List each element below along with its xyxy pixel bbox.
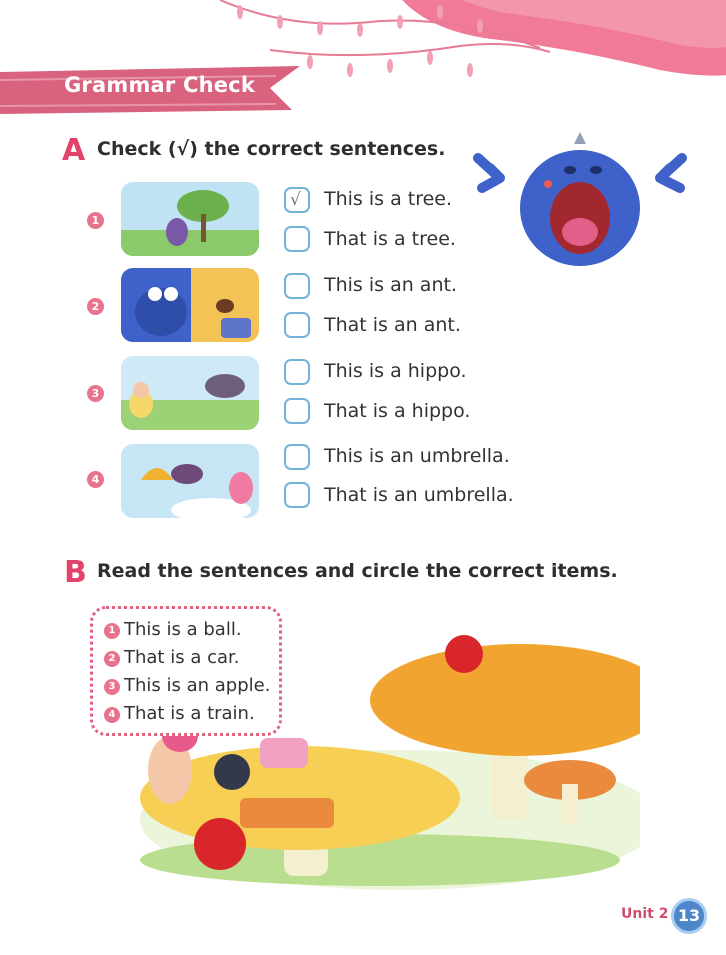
- banner-title: Grammar Check: [64, 73, 255, 97]
- item-number-badge: 3: [87, 385, 104, 402]
- sentence-number-badge: 3: [104, 679, 120, 695]
- umbrella-picture: [121, 444, 259, 518]
- sentence-line: [104, 647, 239, 668]
- sentence-text: That is a train.: [124, 703, 255, 724]
- section-a-letter: A: [62, 133, 86, 168]
- blue-monster-illustration: [470, 128, 690, 278]
- checkbox-that-is-an-umbrella[interactable]: [284, 482, 310, 508]
- option-text: That is a hippo.: [324, 400, 471, 422]
- sentence-text: This is an apple.: [124, 675, 271, 696]
- checkbox-that-is-a-tree[interactable]: [284, 226, 310, 252]
- checkbox-that-is-a-hippo[interactable]: [284, 398, 310, 424]
- check-mark-icon: √: [290, 190, 301, 210]
- item-number-badge: 4: [87, 471, 104, 488]
- sentence-number-badge: 2: [104, 651, 120, 667]
- hippo-picture: [121, 356, 259, 430]
- checkbox-this-is-an-umbrella[interactable]: [284, 444, 310, 470]
- sentences-speech-bubble: [90, 606, 282, 736]
- ant-picture: [121, 268, 259, 342]
- item-number-badge: 2: [87, 298, 104, 315]
- section-a-title: Check (√) the correct sentences.: [97, 138, 446, 160]
- option-text: This is an ant.: [324, 274, 457, 296]
- sentence-number-badge: 1: [104, 623, 120, 639]
- option-text: This is a tree.: [324, 188, 453, 210]
- sentence-text: This is a ball.: [124, 619, 242, 640]
- sentence-line: [104, 703, 255, 724]
- checkbox-this-is-a-hippo[interactable]: [284, 359, 310, 385]
- unit-label: Unit 2: [621, 906, 669, 922]
- item-number-badge: 1: [87, 212, 104, 229]
- section-b-letter: B: [64, 555, 87, 590]
- sentence-line: [104, 675, 270, 696]
- checkbox-this-is-a-tree[interactable]: [284, 187, 310, 213]
- tree-picture: [121, 182, 259, 256]
- checkbox-that-is-an-ant[interactable]: [284, 312, 310, 338]
- sentence-number-badge: 4: [104, 707, 120, 723]
- option-text: That is an umbrella.: [324, 484, 514, 506]
- option-text: This is a hippo.: [324, 360, 467, 382]
- page-number-badge: 13: [671, 898, 707, 934]
- option-text: That is an ant.: [324, 314, 461, 336]
- option-text: That is a tree.: [324, 228, 456, 250]
- sentence-text: That is a car.: [124, 647, 240, 668]
- checkbox-this-is-an-ant[interactable]: [284, 273, 310, 299]
- sentence-line: [104, 619, 242, 640]
- option-text: This is an umbrella.: [324, 445, 510, 467]
- section-b-title: Read the sentences and circle the correct items.: [97, 560, 618, 582]
